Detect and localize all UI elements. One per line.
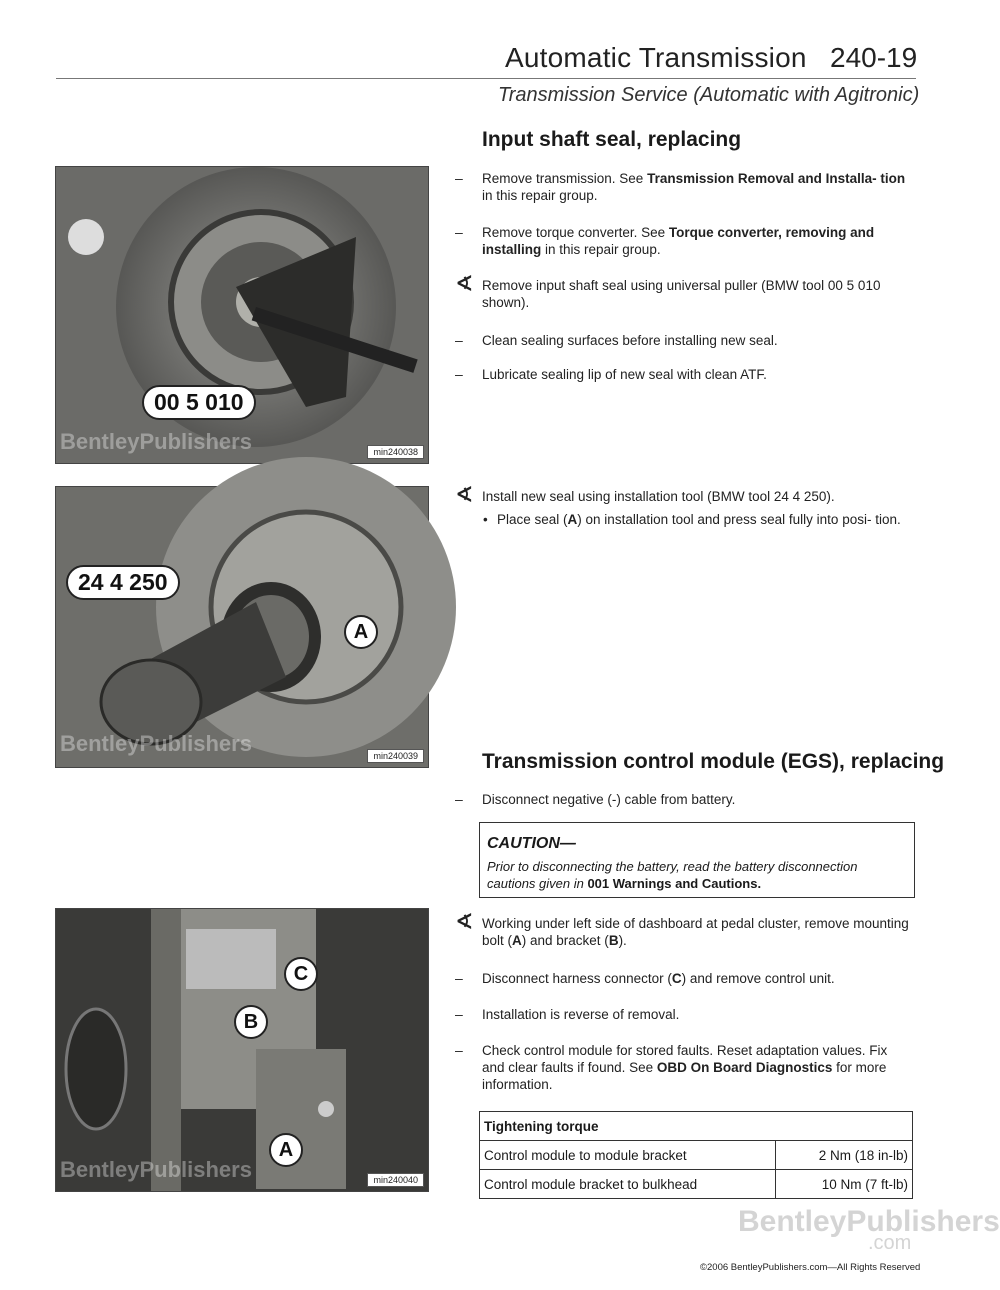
step-text: Clean sealing surfaces before installing new seal. bbox=[482, 333, 778, 348]
torque-value: 10 Nm (7 ft-lb) bbox=[776, 1170, 913, 1199]
bullet-place-seal bbox=[455, 511, 915, 547]
step-text: in this repair group. bbox=[541, 242, 661, 257]
dash-marker: – bbox=[455, 1042, 463, 1058]
step-lubricate bbox=[455, 366, 915, 384]
watermark: BentleyPublishers bbox=[60, 731, 252, 756]
callout-reference: A bbox=[567, 512, 578, 527]
callout-reference: C bbox=[671, 971, 682, 986]
callout-reference: A bbox=[512, 933, 522, 948]
step-text: ). bbox=[618, 933, 627, 948]
step-text: Working under left side of dashboard at pedal cluster, remove mounting bolt ( bbox=[482, 916, 909, 948]
step-remove-bracket bbox=[455, 909, 915, 951]
step-install-seal bbox=[455, 482, 915, 507]
step-disconnect-harness bbox=[455, 970, 915, 988]
callout-c: C bbox=[284, 957, 318, 991]
step-text: Installation is reverse of removal. bbox=[482, 1007, 680, 1022]
callout-reference: B bbox=[608, 933, 619, 948]
figure-pointer-icon: ∢ bbox=[455, 271, 474, 296]
step-text: in this repair group. bbox=[482, 188, 598, 203]
torque-item: Control module bracket to bulkhead bbox=[480, 1170, 776, 1199]
caution-text: Prior to disconnecting the battery, read the battery disconnection cautions given in bbox=[487, 859, 858, 891]
step-text: Remove torque converter. See bbox=[482, 225, 669, 240]
step-text: Lubricate sealing lip of new seal with clean ATF. bbox=[482, 367, 767, 382]
step-text: Disconnect harness connector ( bbox=[482, 971, 672, 986]
dash-marker: – bbox=[455, 224, 463, 240]
step-text: ) and remove control unit. bbox=[681, 971, 835, 986]
header-rule bbox=[56, 78, 916, 79]
photo-control-module bbox=[55, 908, 429, 1192]
tightening-torque-table bbox=[479, 1111, 913, 1199]
copyright-notice: ©2006 BentleyPublishers.com—All Rights Reserved bbox=[700, 1262, 921, 1273]
figure-pointer-icon: ∢ bbox=[455, 482, 474, 507]
photo-input-shaft-puller bbox=[55, 166, 429, 464]
dash-marker: – bbox=[455, 1006, 463, 1022]
step-text: for more information. bbox=[482, 1060, 887, 1092]
cross-reference: Torque converter, removing and installing bbox=[482, 225, 875, 257]
step-check-faults bbox=[455, 1042, 915, 1096]
caution-body bbox=[487, 858, 907, 892]
step-text: ) on installation tool and press seal fully into posi- tion. bbox=[577, 512, 901, 527]
dash-marker: – bbox=[455, 366, 463, 382]
step-text: Install new seal using installation tool (BMW tool 24 4 250). bbox=[482, 489, 835, 504]
figure-id: min240039 bbox=[367, 749, 424, 763]
tool-callout-00-5-010: 00 5 010 bbox=[142, 385, 256, 420]
table-header: Tightening torque bbox=[480, 1112, 913, 1141]
page-number: 240-19 bbox=[830, 42, 918, 73]
cross-reference: 001 Warnings and Cautions. bbox=[587, 876, 762, 891]
callout-a: A bbox=[344, 615, 378, 649]
bullet-marker: • bbox=[483, 512, 488, 527]
step-text: Disconnect negative (-) cable from battery. bbox=[482, 792, 736, 807]
callout-a: A bbox=[269, 1133, 303, 1167]
step-remove-transmission bbox=[455, 170, 915, 206]
step-remove-torque-converter bbox=[455, 224, 915, 260]
photo-3-illustration bbox=[56, 909, 428, 1191]
publisher-logo: BentleyPublishers bbox=[738, 1205, 1000, 1238]
section-heading-control-module: Transmission control module (EGS), replacing bbox=[482, 750, 945, 773]
watermark: BentleyPublishers bbox=[60, 429, 252, 454]
figure-pointer-icon: ∢ bbox=[455, 909, 474, 934]
chapter-title: Automatic Transmission bbox=[505, 42, 807, 73]
step-text: ) and bracket ( bbox=[521, 933, 609, 948]
dash-marker: – bbox=[455, 170, 463, 186]
cross-reference: Transmission Removal and Installa- tion bbox=[647, 171, 906, 186]
torque-item: Control module to module bracket bbox=[480, 1141, 776, 1170]
torque-value: 2 Nm (18 in-lb) bbox=[776, 1141, 913, 1170]
watermark: BentleyPublishers bbox=[60, 1157, 252, 1182]
dash-marker: – bbox=[455, 332, 463, 348]
step-text: Remove transmission. See bbox=[482, 171, 648, 186]
table-row bbox=[480, 1141, 913, 1170]
tool-callout-24-4-250: 24 4 250 bbox=[66, 565, 180, 600]
step-remove-seal bbox=[455, 271, 915, 313]
figure-id: min240038 bbox=[367, 445, 424, 459]
section-heading-input-shaft-seal: Input shaft seal, replacing bbox=[482, 128, 742, 151]
photo-seal-installer bbox=[55, 486, 429, 768]
caution-title: CAUTION— bbox=[487, 835, 576, 852]
step-text: Check control module for stored faults. Reset adaptation values. Fix and clear faults if found. See bbox=[482, 1043, 888, 1075]
step-installation bbox=[455, 1006, 915, 1024]
chapter-subtitle: Transmission Service (Automatic with Agitronic) bbox=[498, 84, 920, 106]
figure-id: min240040 bbox=[367, 1173, 424, 1187]
dash-marker: – bbox=[455, 791, 463, 807]
step-text: Remove input shaft seal using universal puller (BMW tool 00 5 010 shown). bbox=[482, 278, 881, 310]
table-row bbox=[480, 1170, 913, 1199]
publisher-logo-domain: .com bbox=[868, 1232, 912, 1254]
caution-box bbox=[479, 822, 915, 898]
table-header-row bbox=[480, 1112, 913, 1141]
step-disconnect-battery bbox=[455, 791, 915, 809]
step-text: Place seal ( bbox=[497, 512, 568, 527]
dash-marker: – bbox=[455, 970, 463, 986]
cross-reference: OBD On Board Diagnostics bbox=[656, 1060, 833, 1075]
callout-b: B bbox=[234, 1005, 268, 1039]
step-clean-surfaces bbox=[455, 332, 915, 350]
